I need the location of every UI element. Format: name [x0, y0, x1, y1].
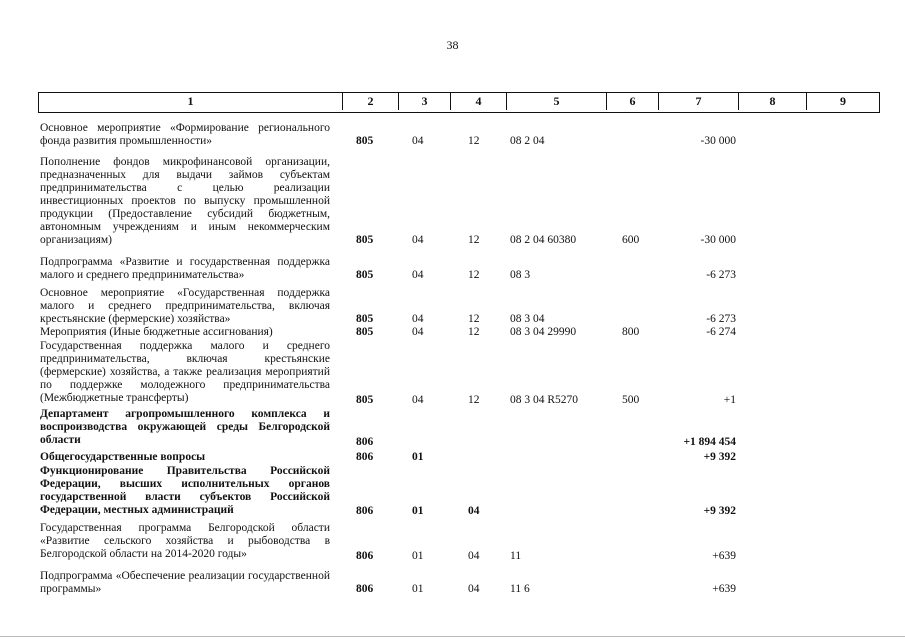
- cell-amount: +9 392: [703, 505, 736, 517]
- cell-subsection: 12: [468, 269, 480, 281]
- cell-amount: -6 274: [706, 326, 736, 338]
- page-number: 38: [446, 38, 459, 52]
- cell-expense-type: 500: [622, 394, 640, 406]
- column-header-2: 2: [343, 93, 399, 110]
- cell-subsection: 04: [468, 550, 480, 562]
- cell-target-article: 08 2 04: [510, 135, 545, 147]
- page-bottom-edge: [0, 636, 905, 637]
- cell-subsection: 12: [468, 394, 480, 406]
- cell-target-article: 08 3 04: [510, 313, 545, 325]
- cell-section: 01: [412, 505, 424, 517]
- cell-section: 04: [412, 326, 424, 338]
- row-description: Подпрограмма «Обеспечение реализации государственной программы»: [40, 570, 330, 595]
- cell-amount: +639: [712, 550, 736, 562]
- cell-ministry-code: 805: [356, 326, 374, 338]
- cell-subsection: 12: [468, 313, 480, 325]
- column-header-row: [38, 92, 880, 113]
- cell-amount: -6 273: [706, 313, 736, 325]
- cell-section: 04: [412, 135, 424, 147]
- cell-ministry-code: 806: [356, 550, 374, 562]
- cell-target-article: 08 3: [510, 269, 531, 281]
- cell-amount: -6 273: [706, 269, 736, 281]
- column-header-3: 3: [399, 93, 451, 110]
- row-description: Основное мероприятие «Формирование регионального фонда развития промышленности»: [40, 122, 330, 147]
- column-header-6: 6: [607, 93, 659, 110]
- cell-subsection: 12: [468, 135, 480, 147]
- cell-expense-type: 600: [622, 234, 640, 246]
- row-description: Общегосударственные вопросы: [40, 451, 206, 463]
- cell-ministry-code: 805: [356, 313, 374, 325]
- cell-section: 04: [412, 313, 424, 325]
- row-description: Государственная поддержка малого и среднего предпринимательства, включая крестьянские (фермерские) хозяйства, а также реализация мероприятий по поддержке молодежного предпринимательства (Межбюджетные трансферты): [40, 340, 330, 404]
- cell-section: 01: [412, 550, 424, 562]
- column-header-9: 9: [840, 94, 846, 108]
- cell-ministry-code: 805: [356, 269, 374, 281]
- cell-subsection: 12: [468, 234, 480, 246]
- cell-ministry-code: 805: [356, 135, 374, 147]
- cell-section: 01: [412, 451, 424, 463]
- column-header-5: 5: [507, 93, 607, 110]
- cell-target-article: 08 2 04 60380: [510, 234, 577, 246]
- cell-target-article: 08 3 04 R5270: [510, 394, 579, 406]
- cell-section: 01: [412, 583, 424, 595]
- cell-ministry-code: 806: [356, 436, 374, 448]
- row-description: Пополнение фондов микрофинансовой организации, предназначенных для выдачи займов субъектам предпринимательства с целью реализации инвестиционных проектов по выпуску промышленной продукции (Предоставление субсидий бюджетным, автономным учреждениям и иным некоммерческим организациям): [40, 156, 330, 246]
- cell-ministry-code: 806: [356, 505, 374, 517]
- cell-target-article: 08 3 04 29990: [510, 326, 577, 338]
- cell-amount: +639: [712, 583, 736, 595]
- row-description: Департамент агропромышленного комплекса и воспроизводства окружающей среды Белгородской области: [40, 408, 330, 446]
- cell-target-article: 11: [510, 550, 522, 562]
- cell-expense-type: 800: [622, 326, 640, 338]
- cell-section: 04: [412, 394, 424, 406]
- row-description: Функционирование Правительства Российской Федерации, высших исполнительных органов государственной власти субъектов Российской Федерации, местных администраций: [40, 465, 330, 516]
- column-header-8: 8: [739, 93, 807, 110]
- cell-amount: +1 894 454: [683, 436, 736, 448]
- cell-subsection: 12: [468, 326, 480, 338]
- cell-ministry-code: 806: [356, 583, 374, 595]
- cell-target-article: 11 6: [510, 583, 530, 595]
- column-header-1: 1: [39, 93, 343, 110]
- cell-ministry-code: 805: [356, 234, 374, 246]
- column-header-4: 4: [451, 93, 507, 110]
- row-description: Основное мероприятие «Государственная поддержка малого и среднего предпринимательства, включая крестьянские (фермерские) хозяйства»: [40, 287, 330, 325]
- row-description: Подпрограмма «Развитие и государственная поддержка малого и среднего предпринимательства»: [40, 256, 330, 281]
- cell-subsection: 04: [468, 583, 480, 595]
- cell-amount: -30 000: [700, 135, 736, 147]
- cell-amount: +1: [723, 394, 736, 406]
- cell-section: 04: [412, 269, 424, 281]
- cell-amount: -30 000: [700, 234, 736, 246]
- cell-amount: +9 392: [703, 451, 736, 463]
- column-header-7: 7: [659, 93, 739, 110]
- cell-ministry-code: 806: [356, 451, 374, 463]
- cell-subsection: 04: [468, 505, 480, 517]
- row-description: Государственная программа Белгородской области «Развитие сельского хозяйства и рыбоводства в Белгородской области на 2014-2020 годы»: [40, 522, 330, 560]
- cell-ministry-code: 805: [356, 394, 374, 406]
- row-description: Мероприятия (Иные бюджетные ассигнования): [40, 326, 273, 338]
- cell-section: 04: [412, 234, 424, 246]
